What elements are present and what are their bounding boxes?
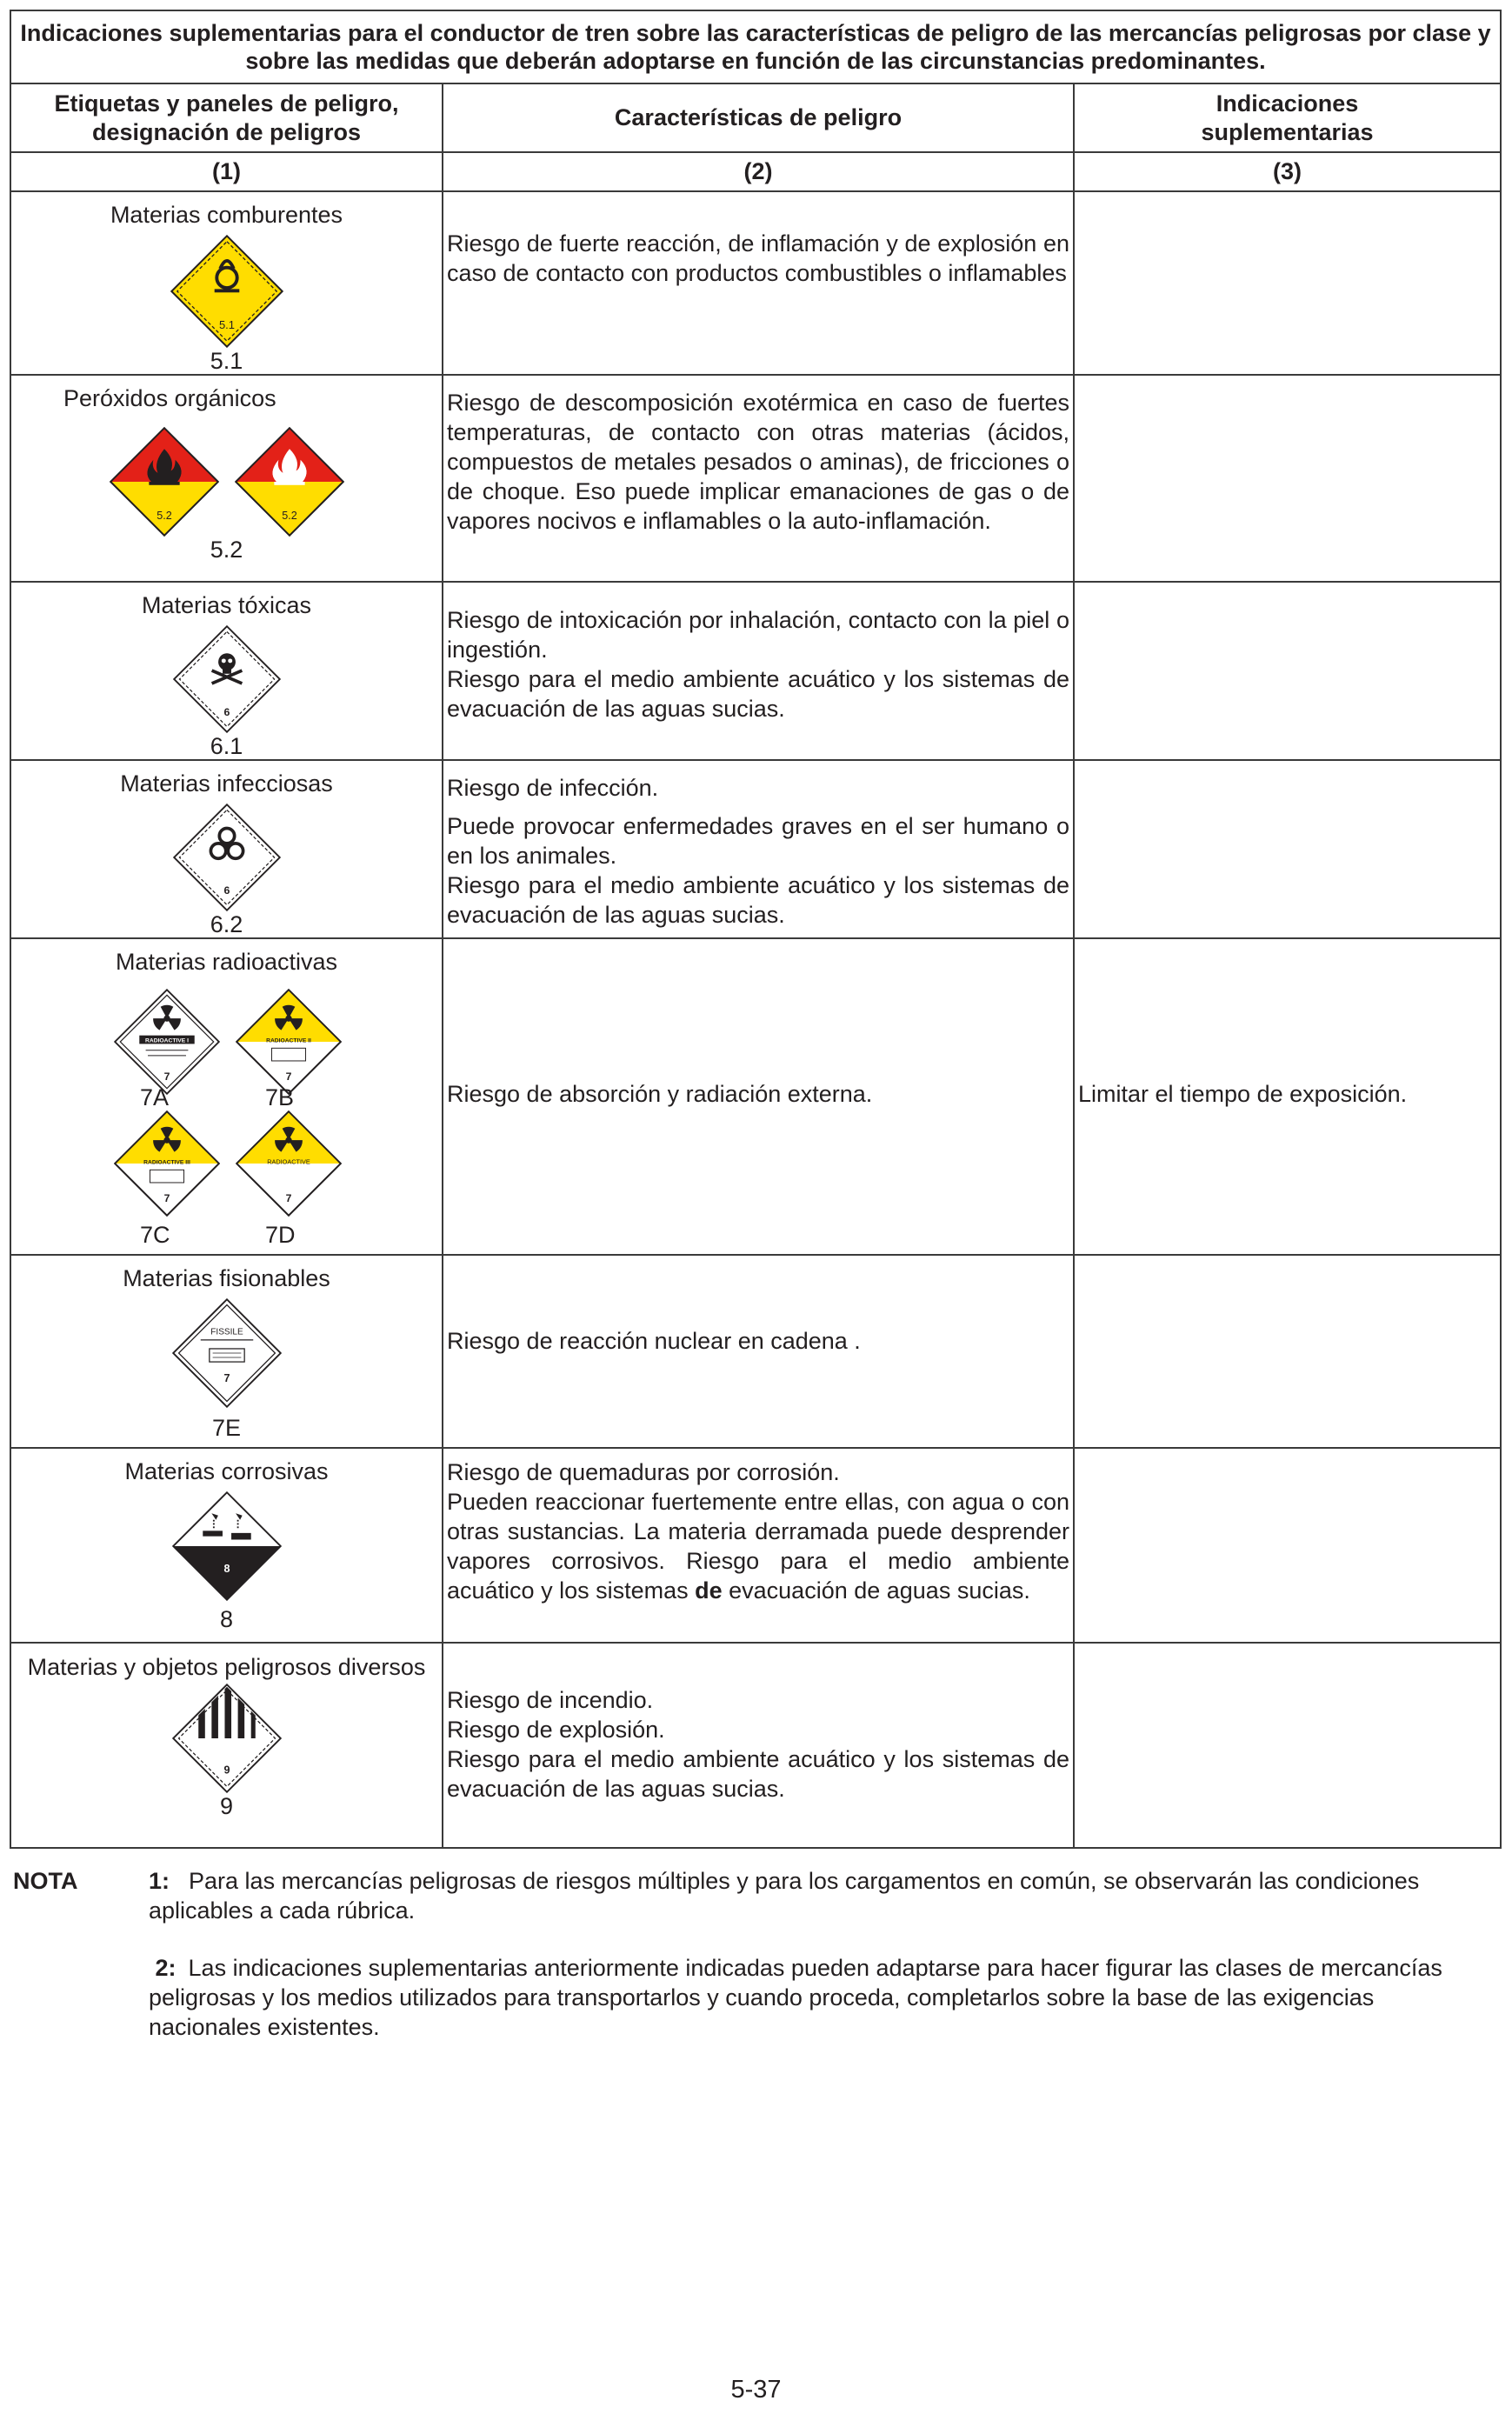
hazard-text: Riesgo de reacción nuclear en cadena .: [447, 1328, 861, 1354]
class-name: Peróxidos orgánicos: [63, 385, 276, 411]
class-code: 5.2: [210, 537, 243, 563]
supplementary-cell: [1074, 191, 1501, 375]
table-row: [10, 938, 1501, 1255]
notes-label: NOTA: [13, 1868, 78, 1894]
column-number-2: (2): [443, 152, 1074, 191]
radioactive-7b-class-number: 7: [285, 1070, 292, 1083]
toxic-label-text: 6: [223, 706, 230, 719]
oxidizer-label-icon: [170, 235, 283, 348]
class-name: Materias y objetos peligrosos diversos: [27, 1654, 426, 1680]
note-1: [149, 1866, 1453, 1925]
radioactive-7c-text: RADIOACTIVE III: [143, 1159, 190, 1166]
table-row: [10, 1643, 1501, 1848]
class-name: Materias tóxicas: [141, 592, 312, 618]
hazard-table: [10, 10, 1502, 1849]
hazard-text: Riesgo de absorción y radiación externa.: [447, 1081, 873, 1107]
label-code-7a: 7A: [140, 1084, 170, 1110]
hazard-text: Riesgo de explosión.: [447, 1717, 665, 1743]
hazard-text: Riesgo para el medio ambiente acuático y los sistemas de evacuación de las aguas sucias.: [447, 872, 1069, 928]
table-title: Indicaciones suplementarias para el conductor de tren sobre las características de peligro de las mercancías peligrosas por clase y sobre las medidas que deberán adoptarse en función de las circunstancias predominantes.: [10, 10, 1501, 83]
header-labels: Etiquetas y paneles de peligro, designación de peligros: [10, 83, 443, 152]
table-row: [10, 760, 1501, 938]
oxidizer-label-text: 5.1: [218, 317, 235, 331]
supplementary-text: Limitar el tiempo de exposición.: [1078, 1081, 1408, 1107]
infectious-label-icon: [173, 804, 281, 911]
hazard-text: Riesgo de descomposición exotérmica en caso de fuertes temperaturas, de contacto con otras materias (ácidos, compuestos de metales pesados o aminas), de fricciones o de choque. Eso puede implicar emanaciones de gas o de vapores nocivos e inflamables o la auto-inflamación.: [447, 390, 1069, 534]
radioactive-7d-class-number: 7: [285, 1191, 292, 1204]
class-name: Materias comburentes: [110, 202, 343, 228]
radioactive-7c-label-icon: [114, 1110, 220, 1217]
fissile-label-icon: [172, 1298, 282, 1408]
corrosive-label-icon: [172, 1491, 282, 1601]
hazard-text: Riesgo de fuerte reacción, de inflamación y de explosión en caso de contacto con productos combustibles o inflamables: [447, 230, 1069, 286]
class-name: Materias corrosivas: [124, 1458, 329, 1484]
hazard-text-detail: Pueden reaccionar fuertemente entre ellas, con agua o con otras sustancias. La materia derramada puede desprender vapores corrosivos. Riesgo para el medio ambiente acuático y los sistemas de evacuación de aguas sucias.: [447, 1489, 1069, 1604]
radioactive-7b-text: RADIOACTIVE II: [266, 1037, 311, 1044]
radioactive-7c-class-number: 7: [163, 1191, 170, 1204]
hazard-text: Riesgo de quemaduras por corrosión.: [447, 1459, 840, 1485]
note-2: [149, 1953, 1453, 2042]
column-number-1: (1): [10, 152, 443, 191]
fissile-label-text: FISSILE: [210, 1327, 243, 1337]
header-characteristics: Características de peligro: [443, 83, 1074, 152]
radioactive-7a-class-number: 7: [163, 1070, 170, 1083]
class-name: Materias fisionables: [123, 1265, 330, 1291]
label-code-7d: 7D: [265, 1222, 296, 1248]
note-1-text: Para las mercancías peligrosas de riesgos múltiples y para los cargamentos en común, se observarán las condiciones aplicables a cada rúbrica.: [149, 1868, 1420, 1924]
radioactive-7a-text: RADIOACTIVE I: [145, 1037, 189, 1044]
corrosive-label-text: 8: [223, 1563, 230, 1576]
note-2-number: 2:: [155, 1955, 177, 1981]
class-code: 8: [219, 1606, 234, 1632]
class-code: 7E: [211, 1415, 242, 1441]
hazard-text: Riesgo para el medio ambiente acuático y los sistemas de evacuación de las aguas sucias.: [447, 1746, 1069, 1802]
hazard-text: Riesgo de incendio.: [447, 1687, 654, 1713]
class-code: 9: [219, 1793, 234, 1819]
radioactive-7d-label-icon: [236, 1110, 342, 1217]
organic-peroxide-label-text-2: 5.2: [281, 509, 297, 522]
hazard-text: Riesgo para el medio ambiente acuático y los sistemas de evacuación de las aguas sucias.: [447, 666, 1069, 722]
fissile-class-number: 7: [223, 1371, 230, 1384]
column-number-3: (3): [1074, 152, 1501, 191]
class-name: Materias infecciosas: [120, 770, 333, 797]
radioactive-7a-label-icon: [114, 989, 220, 1095]
supplementary-cell: [1074, 1643, 1501, 1848]
table-row: [10, 582, 1501, 760]
header-supplementary: Indicaciones suplementarias: [1074, 83, 1501, 152]
organic-peroxide-label-white-flame-icon: [235, 427, 344, 537]
note-1-number: 1:: [149, 1868, 170, 1894]
hazard-text: Puede provocar enfermedades graves en el ser humano o en los animales.: [447, 813, 1069, 869]
organic-peroxide-label-text: 5.2: [156, 509, 172, 522]
page-number: 5-37: [730, 2376, 782, 2404]
supplementary-cell: [1074, 1255, 1501, 1448]
hazard-text: Riesgo de infección.: [447, 775, 659, 801]
label-code-7b: 7B: [265, 1084, 295, 1110]
supplementary-cell: [1074, 1448, 1501, 1643]
supplementary-cell: [1074, 375, 1501, 582]
infectious-label-text: 6: [223, 884, 230, 897]
note-2-text: Las indicaciones suplementarias anteriormente indicadas pueden adaptarse para hacer figurar las clases de mercancías peligrosas y los medios utilizados para transportarlos y cuando proceda, completarlos sobre la base de las exigencias nacionales existentes.: [149, 1955, 1442, 2040]
toxic-label-icon: [173, 625, 281, 733]
radioactive-7b-label-icon: [236, 989, 342, 1095]
table-row: [10, 191, 1501, 375]
supplementary-cell: [1074, 760, 1501, 938]
table-row: [10, 375, 1501, 582]
organic-peroxide-label-icon: [110, 427, 219, 537]
class-code: 6.1: [210, 733, 243, 759]
label-code-7c: 7C: [140, 1222, 170, 1248]
class-name: Materias radioactivas: [115, 949, 338, 975]
table-row: [10, 1448, 1501, 1643]
class-code: 5.1: [210, 348, 243, 374]
radioactive-7d-text: RADIOACTIVE: [267, 1157, 310, 1166]
miscellaneous-label-text: 9: [223, 1764, 230, 1777]
hazard-text: Riesgo de intoxicación por inhalación, contacto con la piel o ingestión.: [447, 607, 1069, 663]
miscellaneous-label-icon: [172, 1684, 282, 1793]
class-code: 6.2: [210, 911, 243, 937]
table-row: [10, 1255, 1501, 1448]
supplementary-cell: [1074, 582, 1501, 760]
